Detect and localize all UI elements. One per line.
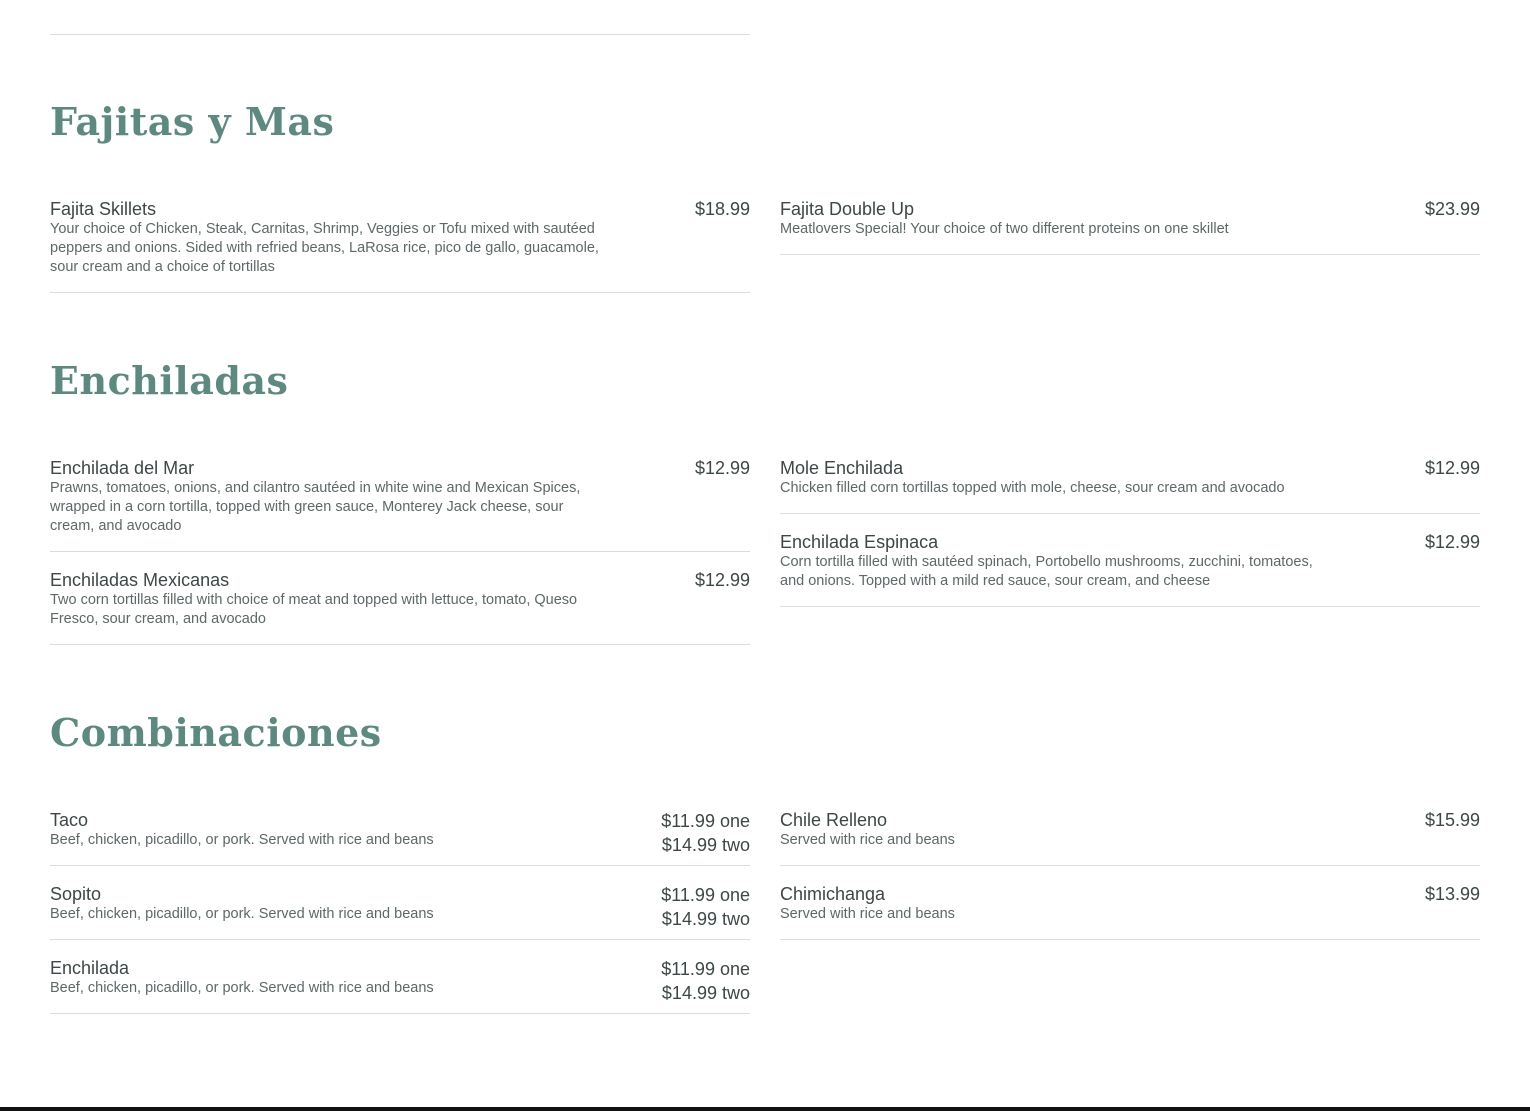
menu-column-right [780,198,1480,272]
item-description: Your choice of Chicken, Steak, Carnitas, Shrimp, Veggies or Tofu mixed with sautéed peppers and onions. Sided with refried beans, LaRosa rice, pico de gallo, guacamole, sour cream and a choice of tortillas [50,221,599,275]
item-price [661,809,750,857]
menu-column-left [50,457,750,662]
item-price: $18.99 [694,199,750,219]
menu-item [50,198,750,293]
menu-item [50,809,750,866]
menu-item [780,457,1480,514]
menu-column-left [50,198,750,310]
item-description: Meatlovers Special! Your choice of two different proteins on one skillet [780,221,1229,237]
menu-item [50,569,750,645]
item-description: Corn tortilla filled with sautéed spinach, Portobello mushrooms, zucchini, tomatoes, and onions. Topped with a mild red sauce, sour cream, and cheese [780,554,1313,589]
item-name: Chimichanga [780,884,886,904]
item-name: Chile Relleno [780,810,888,830]
item-name: Enchilada del Mar [50,458,195,478]
menu-item [780,809,1480,866]
bottom-bar [0,1107,1530,1111]
section-title: Combinaciones [50,710,382,755]
price-two: $14.99 two [661,909,750,929]
menu-column-left [50,809,750,1031]
item-name: Mole Enchilada [780,458,904,478]
price-two: $14.99 two [661,983,750,1003]
menu-item [50,457,750,552]
item-price: $23.99 [1424,199,1480,219]
item-name: Fajita Double Up [780,199,915,219]
item-price [661,883,750,931]
menu-item [50,883,750,940]
menu-item [780,531,1480,607]
item-description: Prawns, tomatoes, onions, and cilantro sautéed in white wine and Mexican Spices, wrapped in a corn tortilla, topped with green sauce, Monterey Jack cheese, sour cream, and avocado [50,480,581,534]
item-description: Beef, chicken, picadillo, or pork. Served with rice and beans [50,906,434,922]
item-description: Beef, chicken, picadillo, or pork. Served with rice and beans [50,832,434,848]
item-name: Enchiladas Mexicanas [50,570,230,590]
item-description: Served with rice and beans [780,906,955,922]
item-price [661,957,750,1005]
item-description: Beef, chicken, picadillo, or pork. Served with rice and beans [50,980,434,996]
price-two: $14.99 two [661,835,750,855]
item-price: $12.99 [694,458,750,478]
item-description: Two corn tortillas filled with choice of meat and topped with lettuce, tomato, Queso Fresco, sour cream, and avocado [50,592,578,627]
item-name: Sopito [50,884,102,904]
item-description: Chicken filled corn tortillas topped with mole, cheese, sour cream and avocado [780,480,1285,496]
item-description: Served with rice and beans [780,832,955,848]
item-name: Taco [50,810,89,830]
item-price: $12.99 [1424,532,1480,552]
top-divider [50,34,750,35]
item-price: $15.99 [1424,810,1480,830]
item-price: $13.99 [1424,884,1480,904]
item-price: $12.99 [1424,458,1480,478]
item-name: Fajita Skillets [50,199,157,219]
menu-item [50,957,750,1014]
menu-item [780,883,1480,940]
item-name: Enchilada [50,958,130,978]
menu-column-right [780,457,1480,624]
item-name: Enchilada Espinaca [780,532,939,552]
item-price: $12.99 [694,570,750,590]
menu-column-right [780,809,1480,957]
menu-item [780,198,1480,255]
price-one: $11.99 one [661,959,750,979]
section-title: Enchiladas [50,358,289,403]
price-one: $11.99 one [661,811,750,831]
price-one: $11.99 one [661,885,750,905]
section-title: Fajitas y Mas [50,99,335,144]
